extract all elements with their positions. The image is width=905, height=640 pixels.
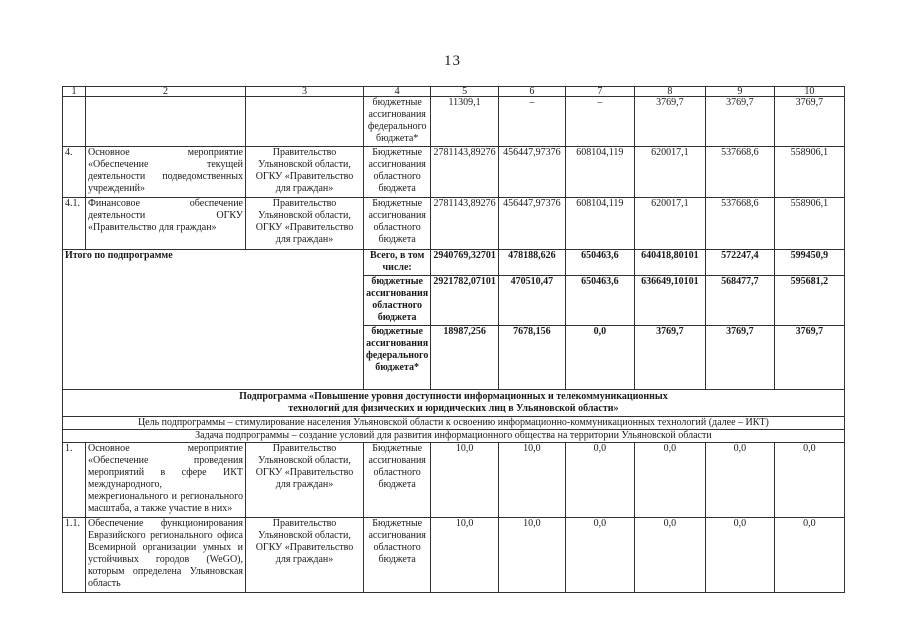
cell-source: Всего, в том числе: xyxy=(364,250,431,276)
total-row xyxy=(63,250,845,276)
col-header: 8 xyxy=(634,87,705,97)
cell-value: 0,0 xyxy=(565,326,634,390)
col-header: 1 xyxy=(63,87,86,97)
cell-name: Обеспечение функционирования Евразийского регионального офиса Всемирной организации умных и устойчивых городов (WeGO), которым определена Ульяновская область xyxy=(86,518,246,593)
cell-value: 2921782,07101 xyxy=(431,276,499,326)
cell-value: 620017,1 xyxy=(634,147,705,198)
cell-value: 3769,7 xyxy=(705,97,774,147)
cell-source: Бюджетные ассигнования областного бюджета xyxy=(364,518,431,593)
table-row xyxy=(63,518,845,593)
cell-value: 2781143,89276 xyxy=(431,198,499,250)
cell-value: 558906,1 xyxy=(774,198,844,250)
cell-value: 650463,6 xyxy=(565,250,634,276)
table-row xyxy=(63,147,845,198)
col-header: 5 xyxy=(431,87,499,97)
table-row xyxy=(63,198,845,250)
cell-value: 636649,10101 xyxy=(634,276,705,326)
cell-value: 11309,1 xyxy=(431,97,499,147)
cell-value: 620017,1 xyxy=(634,198,705,250)
cell-value: 10,0 xyxy=(431,443,499,518)
cell-value: 599450,9 xyxy=(774,250,844,276)
cell-value: 18987,256 xyxy=(431,326,499,390)
cell-name xyxy=(86,97,246,147)
col-header: 6 xyxy=(498,87,565,97)
cell-value: 0,0 xyxy=(705,443,774,518)
cell-value: 470510,47 xyxy=(498,276,565,326)
cell-source: Бюджетные ассигнования областного бюджета xyxy=(364,198,431,250)
cell-source: бюджетные ассигнования федерального бюджета* xyxy=(364,326,431,390)
cell-name: Основное мероприятие «Обеспечение проведения мероприятий в сфере ИКТ международного, межрегионального и регионального масштаба, а также участие в них» xyxy=(86,443,246,518)
cell-exec: Правительство Ульяновской области, ОГКУ «Правительство для граждан» xyxy=(246,443,364,518)
cell-num xyxy=(63,97,86,147)
col-header: 10 xyxy=(774,87,844,97)
cell-value: – xyxy=(498,97,565,147)
cell-name: Основное мероприятие «Обеспечение текущей деятельности подведомственных учреждений» xyxy=(86,147,246,198)
cell-value: 537668,6 xyxy=(705,198,774,250)
cell-value: 10,0 xyxy=(498,518,565,593)
page-number: 13 xyxy=(444,53,461,69)
subprogram-title: Подпрограмма «Повышение уровня доступности информационных и телекоммуникационных технологий для физических и юридических лиц в Ульяновской области» xyxy=(63,390,845,417)
cell-value: 0,0 xyxy=(634,518,705,593)
cell-exec: Правительство Ульяновской области, ОГКУ «Правительство для граждан» xyxy=(246,198,364,250)
cell-num: 4. xyxy=(63,147,86,198)
cell-value: 568477,7 xyxy=(705,276,774,326)
subprogram-task: Задача подпрограммы – создание условий для развития информационного общества на территории Ульяновской области xyxy=(63,430,845,443)
cell-value: – xyxy=(565,97,634,147)
cell-value: 7678,156 xyxy=(498,326,565,390)
cell-value: 595681,2 xyxy=(774,276,844,326)
cell-num: 1.1. xyxy=(63,518,86,593)
header-row xyxy=(63,87,845,97)
cell-source: бюджетные ассигнования областного бюджета xyxy=(364,276,431,326)
cell-value: 0,0 xyxy=(774,443,844,518)
col-header: 7 xyxy=(565,87,634,97)
cell-value: 0,0 xyxy=(705,518,774,593)
cell-exec xyxy=(246,97,364,147)
col-header: 3 xyxy=(246,87,364,97)
budget-table xyxy=(62,86,845,593)
cell-source: Бюджетные ассигнования областного бюджета xyxy=(364,443,431,518)
cell-exec: Правительство Ульяновской области, ОГКУ «Правительство для граждан» xyxy=(246,147,364,198)
cell-num: 4.1. xyxy=(63,198,86,250)
cell-value: 3769,7 xyxy=(634,97,705,147)
cell-value: 10,0 xyxy=(498,443,565,518)
cell-source: Бюджетные ассигнования областного бюджета xyxy=(364,147,431,198)
cell-value: 0,0 xyxy=(565,443,634,518)
cell-value: 537668,6 xyxy=(705,147,774,198)
cell-value: 456447,97376 xyxy=(498,147,565,198)
cell-value: 3769,7 xyxy=(634,326,705,390)
section-row xyxy=(63,430,845,443)
cell-exec: Правительство Ульяновской области, ОГКУ «Правительство для граждан» xyxy=(246,518,364,593)
cell-value: 0,0 xyxy=(774,518,844,593)
cell-value: 3769,7 xyxy=(705,326,774,390)
cell-value: 558906,1 xyxy=(774,147,844,198)
col-header: 9 xyxy=(705,87,774,97)
cell-value: 0,0 xyxy=(565,518,634,593)
cell-value: 2940769,32701 xyxy=(431,250,499,276)
cell-value: 640418,80101 xyxy=(634,250,705,276)
cell-value: 2781143,89276 xyxy=(431,147,499,198)
subprogram-goal: Цель подпрограммы – стимулирование населения Ульяновской области к освоению информационно-коммуникационных технологий (далее – ИКТ) xyxy=(63,417,845,430)
cell-value: 572247,4 xyxy=(705,250,774,276)
section-row xyxy=(63,390,845,417)
cell-value: 3769,7 xyxy=(774,97,844,147)
table-row xyxy=(63,443,845,518)
cell-num: 1. xyxy=(63,443,86,518)
cell-value: 608104,119 xyxy=(565,198,634,250)
section-row xyxy=(63,417,845,430)
total-label: Итого по подпрограмме xyxy=(63,250,364,390)
cell-value: 10,0 xyxy=(431,518,499,593)
cell-value: 0,0 xyxy=(634,443,705,518)
col-header: 4 xyxy=(364,87,431,97)
cell-value: 608104,119 xyxy=(565,147,634,198)
table-row xyxy=(63,97,845,147)
col-header: 2 xyxy=(86,87,246,97)
cell-value: 456447,97376 xyxy=(498,198,565,250)
cell-source: бюджетные ассигнования федерального бюджета* xyxy=(364,97,431,147)
cell-value: 478188,626 xyxy=(498,250,565,276)
cell-name: Финансовое обеспечение деятельности ОГКУ «Правительство для граждан» xyxy=(86,198,246,250)
cell-value: 3769,7 xyxy=(774,326,844,390)
cell-value: 650463,6 xyxy=(565,276,634,326)
